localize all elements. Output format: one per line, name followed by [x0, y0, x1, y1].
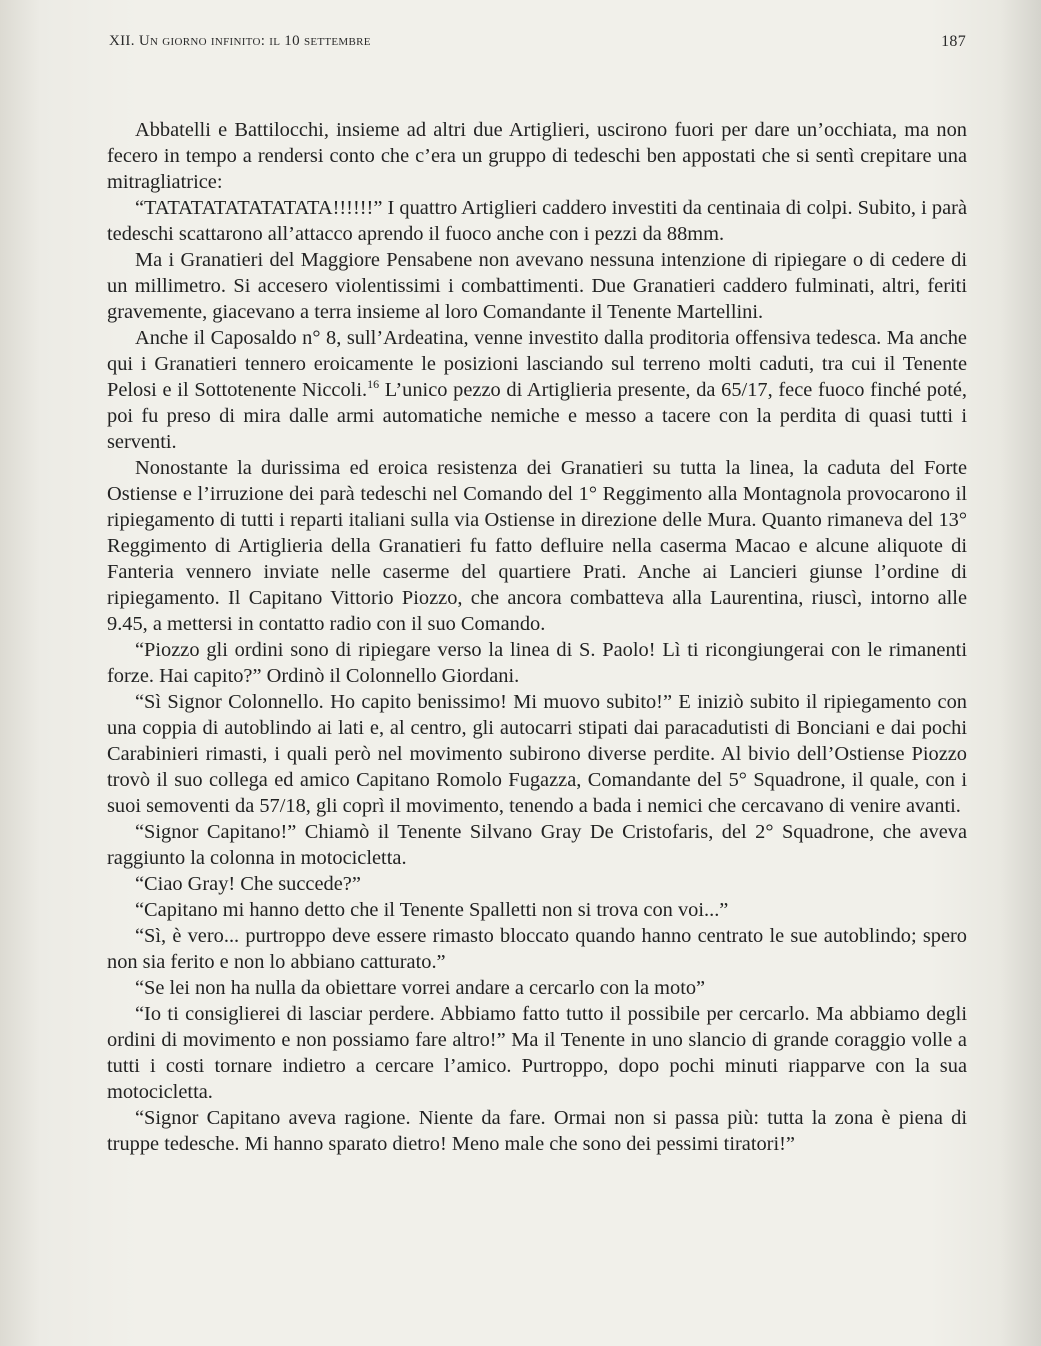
paragraph [107, 325, 967, 455]
chapter-number: XII. [109, 33, 139, 49]
paragraph: “Sì Signor Colonnello. Ho capito benissimo! Mi muovo subito!” E iniziò subito il ripiegamento con una coppia di autoblindo ai lati e, al centro, gli autocarri stipati dai paracadutisti di Bonciani e dai pochi Carabinieri rimasti, i quali però nel movimento subirono diverse perdite. Al bivio dell’Ostiense Piozzo trovò il suo collega ed amico Capitano Romolo Fugazza, Comandante del 5° Squadrone, il quale, con i suoi semoventi da 57/18, gli coprì il movimento, tenendo a bada i nemici che cercavano di venire avanti. [107, 691, 967, 817]
chapter-title-text: Un giorno infinito: il 10 settembre [138, 33, 371, 49]
paragraph: Nonostante la durissima ed eroica resistenza dei Granatieri su tutta la linea, la caduta del Forte Ostiense e l’irruzione dei parà tedeschi nel Comando del 1° Reggimento alla Montagnola provocarono il ripiegamento di tutti i reparti italiani sulla via Ostiense in direzione delle Mura. Quanto rimaneva del 13° Reggimento di Artiglieria della Granatieri fu fatto defluire nella caserma Macao e alcune aliquote di Fanteria vennero inviate nelle caserme del quartiere Prati. Anche ai Lancieri giunse l’ordine di ripiegamento. Il Capitano Vittorio Piozzo, che ancora combatteva alla Laurentina, riuscì, intorno alle 9.45, a mettersi in contatto radio con il suo Comando. [107, 457, 967, 635]
paragraph: “Io ti consiglierei di lasciar perdere. Abbiamo fatto tutto il possibile per cercarlo. Ma abbiamo degli ordini di movimento e non possiamo fare altro!” Ma il Tenente in uno slancio di grande coraggio volle a tutti i costi tornare indietro a cercare l’amico. Purtroppo, dopo pochi minuti riapparve con la sua motocicletta. [107, 1003, 967, 1103]
paragraph: “Se lei non ha nulla da obiettare vorrei andare a cercarlo con la moto” [135, 977, 706, 999]
body-text [107, 117, 967, 1157]
chapter-title [109, 33, 371, 50]
paragraph: “Signor Capitano aveva ragione. Niente da fare. Ormai non si passa più: tutta la zona è piena di truppe tedesche. Mi hanno sparato dietro! Meno male che sono dei pessimi tiratori!” [107, 1107, 967, 1155]
paragraph: “Capitano mi hanno detto che il Tenente Spalletti non si trova con voi...” [135, 899, 729, 921]
paragraph-text-continued: L’unico pezzo di Artiglieria presente, da 65/17, fece fuoco finché poté, poi fu preso di mira dalle armi automatiche nemiche e messo a tacere con la perdita di quasi tutti i serventi. [107, 379, 968, 453]
footnote-reference: 16 [367, 377, 380, 392]
paragraph: “Piozzo gli ordini sono di ripiegare verso la linea di S. Paolo! Lì ti ricongiungerai con le rimanenti forze. Hai capito?” Ordinò il Colonnello Giordani. [107, 639, 967, 687]
paragraph: “Signor Capitano!” Chiamò il Tenente Silvano Gray De Cristofaris, del 2° Squadrone, che aveva raggiunto la colonna in motocicletta. [107, 821, 967, 869]
paragraph: “Ciao Gray! Che succede?” [135, 873, 361, 895]
paragraph-text: Anche il Caposaldo n° 8, sull’Ardeatina, venne investito dalla proditoria offensiva tedesca. Ma anche qui i Granatieri tennero eroicamente le posizioni lasciando sul terreno molti caduti, tra cui il Tenente Pelosi e il Sottotenente Niccoli. [107, 327, 967, 401]
page-number: 187 [941, 33, 966, 50]
paragraph: Abbatelli e Battilocchi, insieme ad altri due Artiglieri, uscirono fuori per dare un’occhiata, ma non fecero in tempo a rendersi conto che c’era un gruppo di tedeschi ben appostati che si sentì crepitare una mitragliatrice: [107, 119, 967, 193]
paragraph: Ma i Granatieri del Maggiore Pensabene non avevano nessuna intenzione di ripiegare o di cedere di un millimetro. Si accesero violentissimi i combattimenti. Due Granatieri caddero fulminati, altri, feriti gravemente, giacevano a terra insieme al loro Comandante il Tenente Martellini. [107, 249, 967, 323]
paragraph: “TATATATATATATATA!!!!!!” I quattro Artiglieri caddero investiti da centinaia di colpi. Subito, i parà tedeschi scattarono all’attacco aprendo il fuoco anche con i pezzi da 88mm. [107, 197, 967, 245]
paragraph: “Sì, è vero... purtroppo deve essere rimasto bloccato quando hanno centrato le sue autoblindo; spero non sia ferito e non lo abbiano catturato.” [107, 925, 967, 973]
